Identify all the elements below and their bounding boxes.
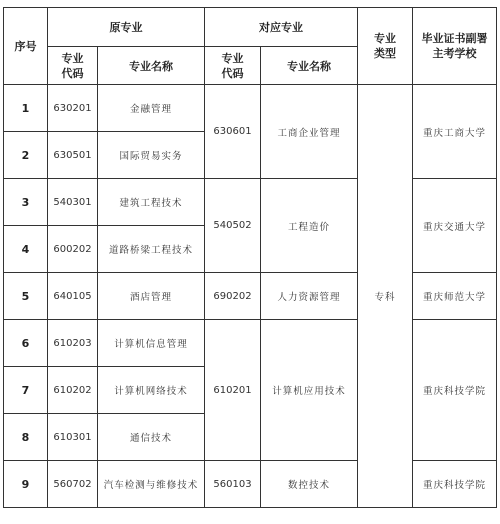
school-name: 重庆科技学院 — [413, 320, 497, 461]
row-index: 6 — [4, 320, 48, 367]
corr-name: 人力资源管理 — [261, 273, 358, 320]
header-orig-code-text: 专业代码 — [61, 51, 84, 80]
header-major-type — [358, 8, 413, 85]
orig-name: 酒店管理 — [98, 273, 205, 320]
corr-name: 工程造价 — [261, 179, 358, 273]
row-index: 8 — [4, 414, 48, 461]
header-corr-code — [205, 47, 261, 85]
table-row — [4, 179, 497, 226]
corr-name: 计算机应用技术 — [261, 320, 358, 461]
row-index: 9 — [4, 461, 48, 508]
orig-code: 640105 — [48, 273, 98, 320]
row-index: 4 — [4, 226, 48, 273]
orig-code: 630201 — [48, 85, 98, 132]
row-index: 2 — [4, 132, 48, 179]
corr-name: 工商企业管理 — [261, 85, 358, 179]
table-row — [4, 273, 497, 320]
row-index: 7 — [4, 367, 48, 414]
orig-name: 汽车检测与维修技术 — [98, 461, 205, 508]
school-name: 重庆科技学院 — [413, 461, 497, 508]
corr-name: 数控技术 — [261, 461, 358, 508]
orig-code: 610202 — [48, 367, 98, 414]
major-mapping-table — [3, 7, 497, 508]
corr-code: 540502 — [205, 179, 261, 273]
header-corr-code-text: 专业代码 — [221, 51, 244, 80]
orig-code: 630501 — [48, 132, 98, 179]
corr-code: 610201 — [205, 320, 261, 461]
orig-code: 560702 — [48, 461, 98, 508]
header-row-1 — [4, 8, 497, 47]
orig-name: 道路桥梁工程技术 — [98, 226, 205, 273]
orig-code: 540301 — [48, 179, 98, 226]
orig-name: 通信技术 — [98, 414, 205, 461]
header-orig-name: 专业名称 — [98, 47, 205, 85]
row-index: 5 — [4, 273, 48, 320]
school-name: 重庆师范大学 — [413, 273, 497, 320]
major-type-value: 专科 — [358, 85, 413, 508]
table-row — [4, 85, 497, 132]
orig-name: 国际贸易实务 — [98, 132, 205, 179]
header-orig-code — [48, 47, 98, 85]
orig-name: 计算机网络技术 — [98, 367, 205, 414]
header-school-text: 毕业证书副署主考学校 — [421, 32, 488, 60]
orig-code: 610203 — [48, 320, 98, 367]
school-name: 重庆交通大学 — [413, 179, 497, 273]
row-index: 1 — [4, 85, 48, 132]
orig-code: 600202 — [48, 226, 98, 273]
orig-name: 金融管理 — [98, 85, 205, 132]
orig-name: 计算机信息管理 — [98, 320, 205, 367]
header-corr-name: 专业名称 — [261, 47, 358, 85]
table-row — [4, 461, 497, 508]
header-major-type-text: 专业类型 — [374, 32, 396, 60]
header-original-major: 原专业 — [48, 8, 205, 47]
document-page — [3, 7, 497, 508]
orig-name: 建筑工程技术 — [98, 179, 205, 226]
orig-code: 610301 — [48, 414, 98, 461]
header-school — [413, 8, 497, 85]
row-index: 3 — [4, 179, 48, 226]
corr-code: 560103 — [205, 461, 261, 508]
school-name: 重庆工商大学 — [413, 85, 497, 179]
table-row — [4, 320, 497, 367]
header-seq: 序号 — [4, 8, 48, 85]
corr-code: 630601 — [205, 85, 261, 179]
header-corresponding-major: 对应专业 — [205, 8, 358, 47]
corr-code: 690202 — [205, 273, 261, 320]
